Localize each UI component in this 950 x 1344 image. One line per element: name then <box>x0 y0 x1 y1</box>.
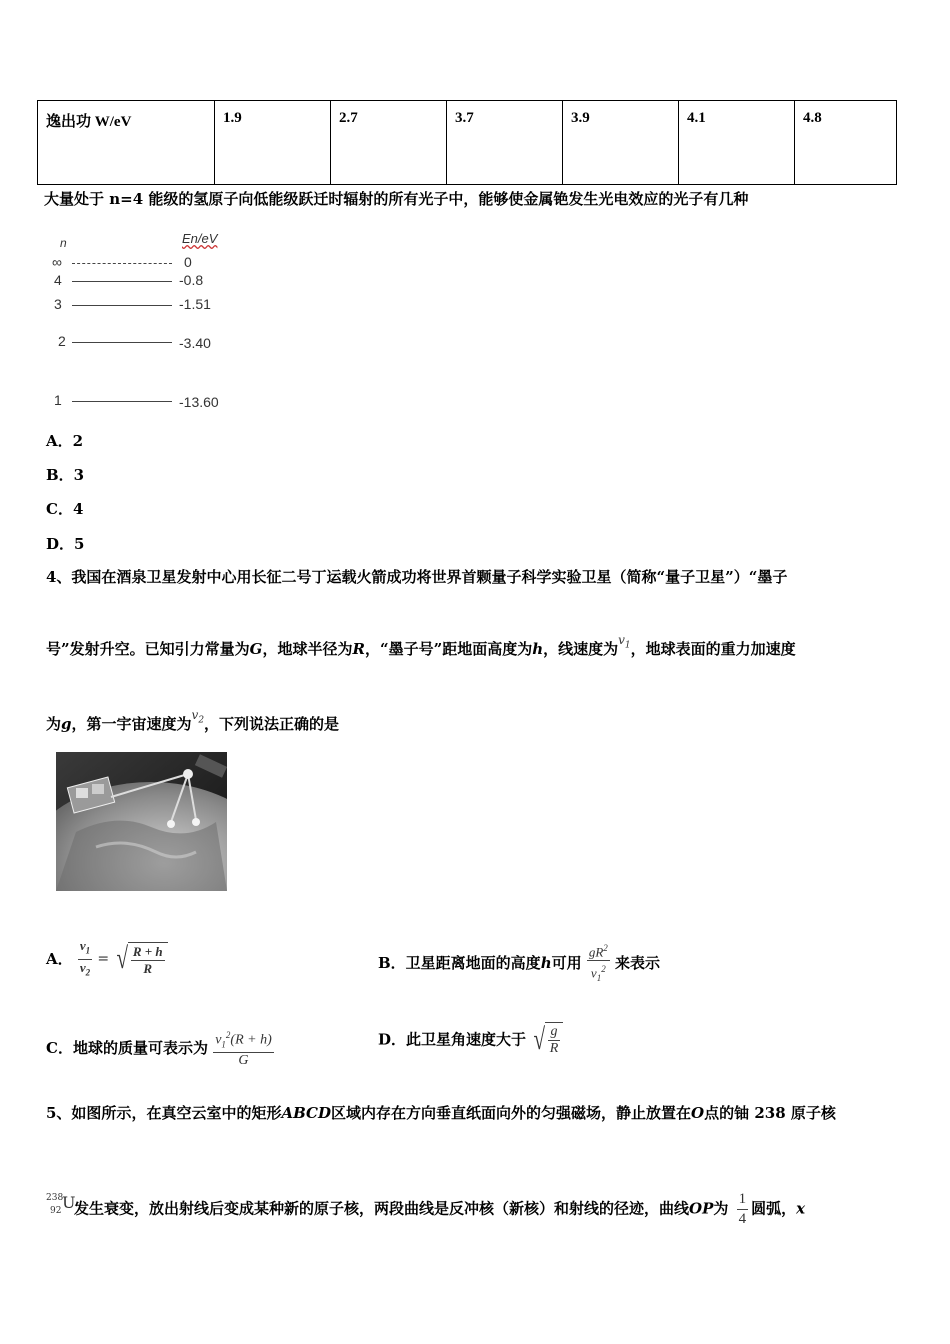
level-n-2: 2 <box>58 333 66 349</box>
table-cell: 4.1 <box>679 101 795 185</box>
q3-option-c: C．4 <box>46 500 84 518</box>
work-function-table <box>37 100 897 185</box>
level-n-4: 4 <box>54 272 62 288</box>
q5-line-2: 238 92 U 发生衰变，放出射线后变成某种新的原子核，两段曲线是反冲核（新核）和射线的径迹，曲线OP为 $\frac{1}{4}$ 圆弧，x <box>46 1191 806 1227</box>
q4-option-d: D．此卫星角速度大于 √ $\frac{g}{R}$ <box>378 1022 563 1057</box>
n-axis-label: n <box>60 236 67 250</box>
level-e-3: -1.51 <box>179 296 211 312</box>
table-header-cell: 逸出功 W/eV <box>38 101 215 185</box>
q4-line-1: 4、我国在酒泉卫星发射中心用长征二号丁运载火箭成功将世界首颗量子科学实验卫星（简称“量子卫星”）“墨子 <box>46 568 788 586</box>
sqrt-g-over-r: √ $\frac{g}{R}$ <box>531 1022 563 1057</box>
level-line-infinity <box>72 263 172 264</box>
earth-mass-fraction: $\frac{v_1^2(R + h)}{G}$ <box>213 1027 274 1069</box>
satellite-illustration <box>56 752 227 891</box>
q4-option-a: A． $\frac{v_1}{v_2}$ = √ $\frac{R + h}{R}$ <box>46 938 168 980</box>
q5-line-1: 5、如图所示，在真空云室中的矩形ABCD区域内存在方向垂直纸面向外的匀强磁场，静止放置在O点的铀 238 原子核 <box>46 1104 836 1122</box>
table-cell: 2.7 <box>331 101 447 185</box>
satellite-image <box>56 752 227 891</box>
quarter-fraction: $\frac{1}{4}$ <box>738 1191 747 1227</box>
energy-level-diagram <box>48 228 238 413</box>
q4-line-3: 为g，第一宇宙速度为$v_2$，下列说法正确的是 <box>46 705 339 734</box>
q3-stem: 大量处于 n=4 能级的氢原子向低能级跃迁时辐射的所有光子中，能够使金属铯发生光电效应的光子有几种 <box>44 190 749 208</box>
level-e-infinity: 0 <box>184 254 192 270</box>
q4-option-b: B．卫星距离地面的高度h可用 $\frac{gR^2}{v_1^2}$ 来表示 <box>378 940 660 986</box>
table-cell: 4.8 <box>795 101 897 185</box>
q4-option-c: C．地球的质量可表示为 $\frac{v_1^2(R + h)}{G}$ <box>46 1027 274 1069</box>
v1-over-v2-fraction: $\frac{v_1}{v_2}$ <box>79 938 91 978</box>
table-cell: 3.9 <box>563 101 679 185</box>
level-line-3 <box>72 305 172 306</box>
table-cell: 3.7 <box>447 101 563 185</box>
sqrt-r-plus-h-over-r: √ $\frac{R + h}{R}$ <box>114 942 167 977</box>
level-line-1 <box>72 401 172 402</box>
level-e-4: -0.8 <box>179 272 204 288</box>
table-row <box>38 101 897 185</box>
level-n-3: 3 <box>54 296 62 312</box>
level-e-2: -3.40 <box>179 335 211 351</box>
q4-line-2: 号”发射升空。已知引力常量为G，地球半径为R，“墨子号”距地面高度为h，线速度为$v_1$，地球表面的重力加速度 <box>46 630 796 659</box>
level-n-infinity: ∞ <box>52 254 62 270</box>
q3-option-a: A．2 <box>46 432 84 450</box>
q3-option-d: D．5 <box>46 535 85 553</box>
table-cell: 1.9 <box>215 101 331 185</box>
gr2-over-v1sq-fraction: $\frac{gR^2}{v_1^2}$ <box>587 940 610 986</box>
v2-symbol: $v_2$ <box>191 708 205 726</box>
level-line-2 <box>72 342 172 343</box>
level-line-4 <box>72 281 172 282</box>
q3-option-b: B．3 <box>46 466 85 484</box>
energy-axis-label: En/eV <box>182 231 218 246</box>
uranium-nuclide-symbol: 238 92 U <box>46 1192 76 1216</box>
v1-symbol: $v_1$ <box>618 633 631 651</box>
level-e-1: -13.60 <box>179 394 219 410</box>
level-n-1: 1 <box>54 392 62 408</box>
